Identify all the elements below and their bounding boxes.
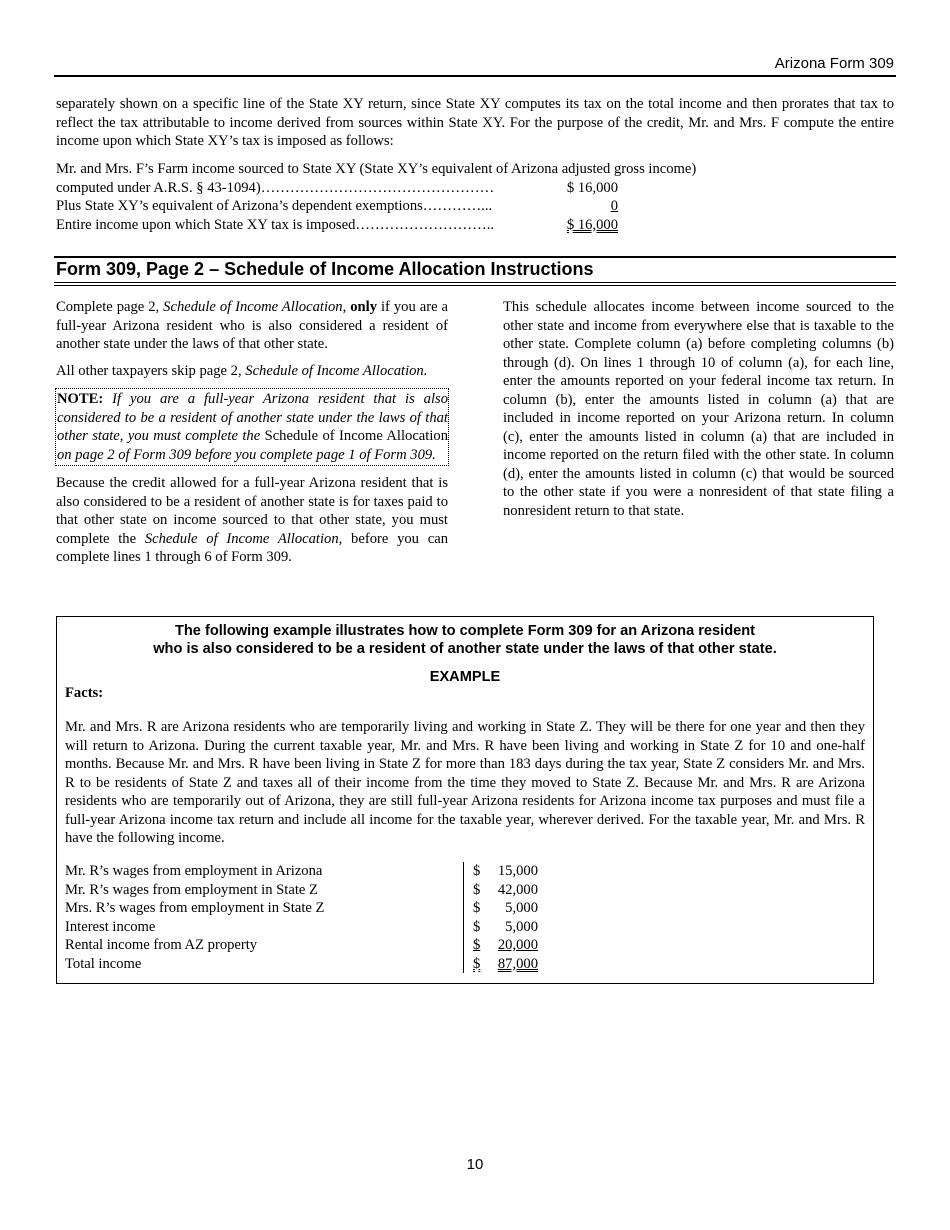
example-heading-line: The following example illustrates how to complete Form 309 for an Arizona resident <box>174 623 756 639</box>
calc-row <box>56 179 894 198</box>
income-amount: 15,000 <box>497 863 538 879</box>
table-row <box>65 862 865 881</box>
page-number: 10 <box>466 1156 484 1173</box>
section-title: Form 309, Page 2 – Schedule of Income Allocation Instructions <box>56 259 594 279</box>
text-run: , <box>342 299 351 315</box>
calc-row-label: Plus State XY’s equivalent of Arizona’s dependent exemptions…………... <box>56 198 493 214</box>
currency-symbol: $ <box>473 955 481 972</box>
income-table <box>65 862 865 973</box>
left-paragraph-1 <box>56 298 448 354</box>
note-box <box>55 388 449 466</box>
currency-symbol: $ <box>473 863 481 879</box>
note-label: NOTE: <box>57 391 104 407</box>
form-header-title: Arizona Form 309 <box>774 55 894 72</box>
income-label: Mrs. R’s wages from employment in State Z <box>65 900 325 916</box>
income-amount-cell <box>464 899 866 918</box>
text-run-italic: on page 2 of Form 309 before you complete page 1 of Form 309. <box>57 446 436 463</box>
right-column <box>503 298 894 528</box>
currency-symbol: $ <box>473 918 481 935</box>
text-run: Complete page 2, <box>56 299 164 315</box>
calc-row-amount <box>560 197 618 216</box>
table-row-total <box>65 955 865 974</box>
income-amount-cell <box>464 936 866 955</box>
text-run: Because the credit allowed for a full-year Arizona resident that is also considered to be a resident of another state is for taxes paid to that other state on income sourced to that other state, you must complete the <box>56 475 448 547</box>
income-amount: 42,000 <box>497 881 538 898</box>
left-paragraph-3 <box>56 474 448 567</box>
left-column <box>56 298 448 575</box>
income-amount-cell <box>464 918 866 937</box>
section-divider-top <box>54 256 896 258</box>
section-divider-bottom <box>54 282 896 283</box>
income-amount: 87,000 <box>497 955 538 972</box>
section-divider-bottom <box>54 285 896 286</box>
facts-label: Facts: <box>65 685 104 701</box>
intro-paragraph: separately shown on a specific line of the State XY return, since State XY computes its tax on the total income and then prorates that tax to reflect the tax attributable to income derived from sources within State XY. For the purpose of the credit, Mr. and Mrs. F compute the entire income upon which State XY’s tax is imposed as follows: <box>56 96 894 149</box>
left-paragraph-2 <box>56 362 448 381</box>
table-row <box>65 881 865 900</box>
text-run: before you can complete lines 1 through 6 of Form 309. <box>56 530 448 565</box>
calc-row-total <box>56 216 894 235</box>
currency-symbol: $ <box>473 900 481 916</box>
income-label: Mr. R’s wages from employment in Arizona <box>65 863 323 879</box>
example-box <box>56 616 874 984</box>
calc-row-amount: $ 16,000 <box>566 179 618 196</box>
text-run-italic: Schedule of Income Allocation. <box>245 362 428 379</box>
text-run-italic: Schedule of Income Allocation <box>163 299 343 315</box>
calc-row <box>56 197 894 216</box>
text-run-bold: only <box>350 299 377 315</box>
calc-row-amount-value: 0 <box>610 198 618 214</box>
income-label: Mr. R’s wages from employment in State Z <box>65 881 318 898</box>
calc-line-intro: Mr. and Mrs. F’s Farm income sourced to State XY (State XY’s equivalent of Arizona adjusted gross income) <box>56 161 697 177</box>
example-heading-line: who is also considered to be a resident of another state under the laws of that other state. <box>153 641 777 657</box>
income-amount: 20,000 <box>497 937 538 953</box>
income-amount-cell <box>464 862 866 881</box>
income-amount-cell <box>464 881 866 900</box>
table-row <box>65 899 865 918</box>
example-label: EXAMPLE <box>429 669 501 685</box>
example-heading <box>57 622 873 658</box>
income-label: Rental income from AZ property <box>65 937 258 953</box>
text-run-italic: If you are a full-year Arizona resident that is also considered to be a resident of another state under the laws of that other state, you must complete the <box>57 391 448 444</box>
table-row <box>65 936 865 955</box>
text-run: if you are a full-year Arizona resident who is also considered a resident of another state under the laws of that other state. <box>56 299 448 352</box>
income-label: Total income <box>65 955 142 972</box>
right-paragraph: This schedule allocates income between income sourced to the other state and income from everywhere else that is taxable to the other state. Complete column (a) before completing columns (b) through (d). On lines 1 through 10 of column (a), for each line, enter the amounts reported on your federal income tax return. In column (b), enter the amounts listed in column (a) that are included in income reported on your Arizona return. In column (c), enter the amounts listed in column (a) that are included in income reported on the return filed with the other state. In column (d), enter the amounts listed in column (c) that would be sourced to the other state if you were a nonresident of that state filing a nonresident return to that state. <box>503 299 894 519</box>
income-amount: 5,000 <box>505 900 538 916</box>
text-run: All other taxpayers skip page 2, <box>56 362 246 379</box>
income-label: Interest income <box>65 918 156 935</box>
income-amount-cell <box>464 955 866 974</box>
calc-row-amount: $ 16,000 <box>566 216 618 233</box>
currency-symbol: $ <box>473 937 481 953</box>
calc-row-label: Entire income upon which State XY tax is imposed……………………….. <box>56 216 495 233</box>
text-run: Schedule of Income Allocation <box>264 428 448 444</box>
income-amount: 5,000 <box>505 918 538 935</box>
calc-row-label: computed under A.R.S. § 43-1094)………………………………………… <box>56 179 495 196</box>
calculation-block <box>56 160 894 234</box>
text-run-italic: Schedule of Income Allocation, <box>144 530 343 547</box>
currency-symbol: $ <box>473 881 481 898</box>
facts-paragraph: Mr. and Mrs. R are Arizona residents who are temporarily living and working in State Z. They will be there for one year and then they will return to Arizona. During the current taxable year, Mr. and Mrs. R have been living and working in State Z for 10 and one-half months. Because Mr. and Mrs. R have been living in State Z for more than 183 days during the tax year, State Z considers Mr. and Mrs. R to be residents of State Z and taxes all of their income from the time they moved to State Z. Because Mr. and Mrs. R are Arizona residents who are temporarily out of Arizona, they are still full-year Arizona residents for Arizona income tax purposes and must file a full-year Arizona income tax return and include all income for the taxable year, wherever derived. For the taxable year, Mr. and Mrs. R have the following income. <box>65 719 865 846</box>
table-row <box>65 918 865 937</box>
header-divider <box>54 75 896 77</box>
